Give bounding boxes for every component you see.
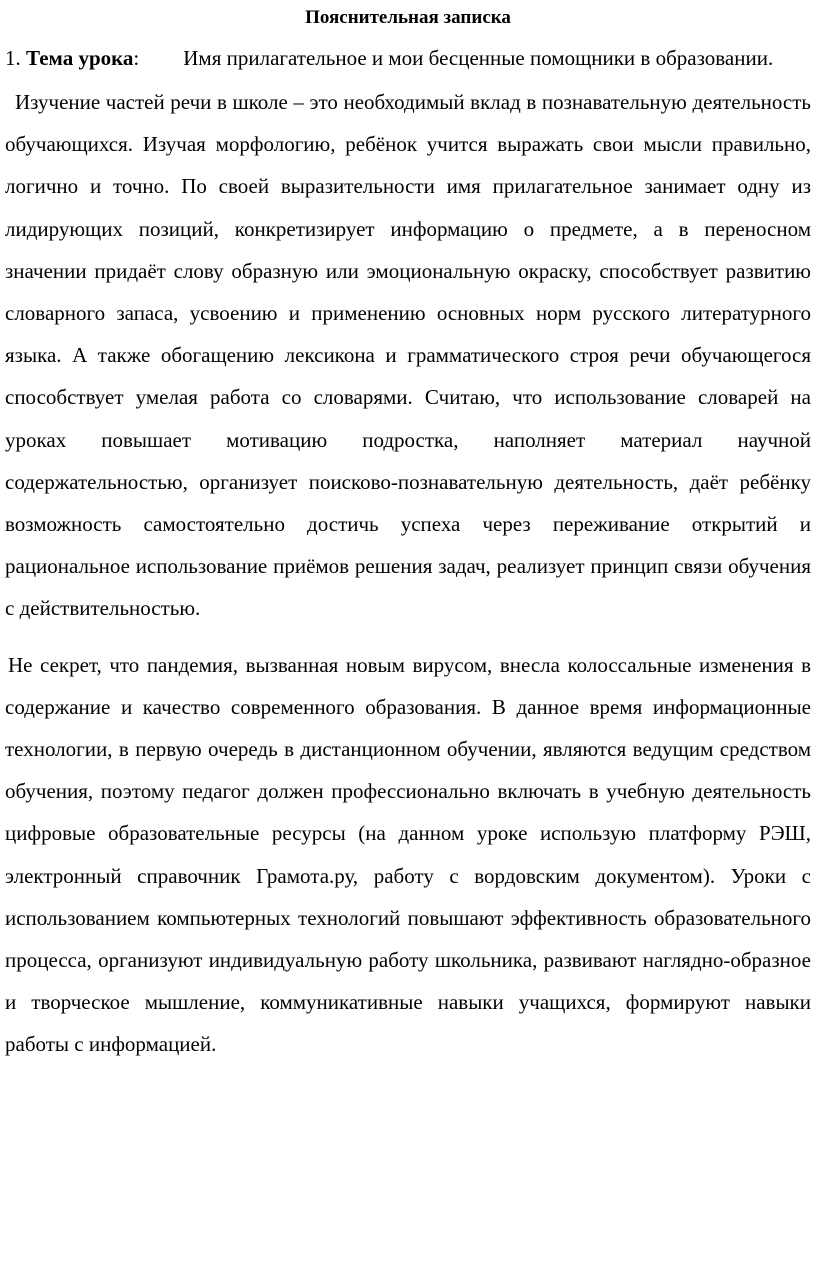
- topic-label: Тема урока: [26, 46, 134, 70]
- document-page: [5, 0, 811, 1066]
- paragraph-2: Не секрет, что пандемия, вызванная новым вирусом, внесла колоссальные изменения в содержание и качество современного образования. В данное время информационные технологии, в первую очередь в дистанционном обучении, являются ведущим средством обучения, поэтому педагог должен профессионально включать в учебную деятельность цифровые образовательные ресурсы (на данном уроке использую платформу РЭШ, электронный справочник Грамота.ру, работу с вордовским документом). Уроки с использованием компьютерных технологий повышают эффективность образовательного процесса, организуют индивидуальную работу школьника, развивают наглядно-образное и творческое мышление, коммуникативные навыки учащихся, формируют навыки работы с информацией.: [5, 652, 811, 1057]
- lesson-topic: [5, 41, 811, 75]
- paragraph-1: Изучение частей речи в школе – это необходимый вклад в познавательную деятельность обучающихся. Изучая морфологию, ребёнок учится выражать свои мысли правильно, логично и точно. По своей выразительности имя прилагательное занимает одну из лидирующих позиций, конкретизирует информацию о предмете, а в переносном значении придаёт слову образную или эмоциональную окраску, способствует развитию словарного запаса, усвоению и применению основных норм русского литературного языка. А также обогащению лексикона и грамматического строя речи обучающегося способствует умелая работа со словарями. Считаю, что использование словарей на уроках повышает мотивацию подростка, наполняет материал научной содержательностью, организует поисково-познавательную деятельность, даёт ребёнку возможность самостоятельно достичь успеха через переживание открытий и рациональное использование приёмов решения задач, реализует принцип связи обучения с действительностью.: [5, 90, 811, 621]
- topic-text: Имя прилагательное и мои бесценные помощники в образовании.: [183, 46, 774, 70]
- document-title: Пояснительная записка: [305, 7, 511, 28]
- topic-colon: :: [133, 46, 140, 70]
- topic-number: 1.: [5, 46, 21, 70]
